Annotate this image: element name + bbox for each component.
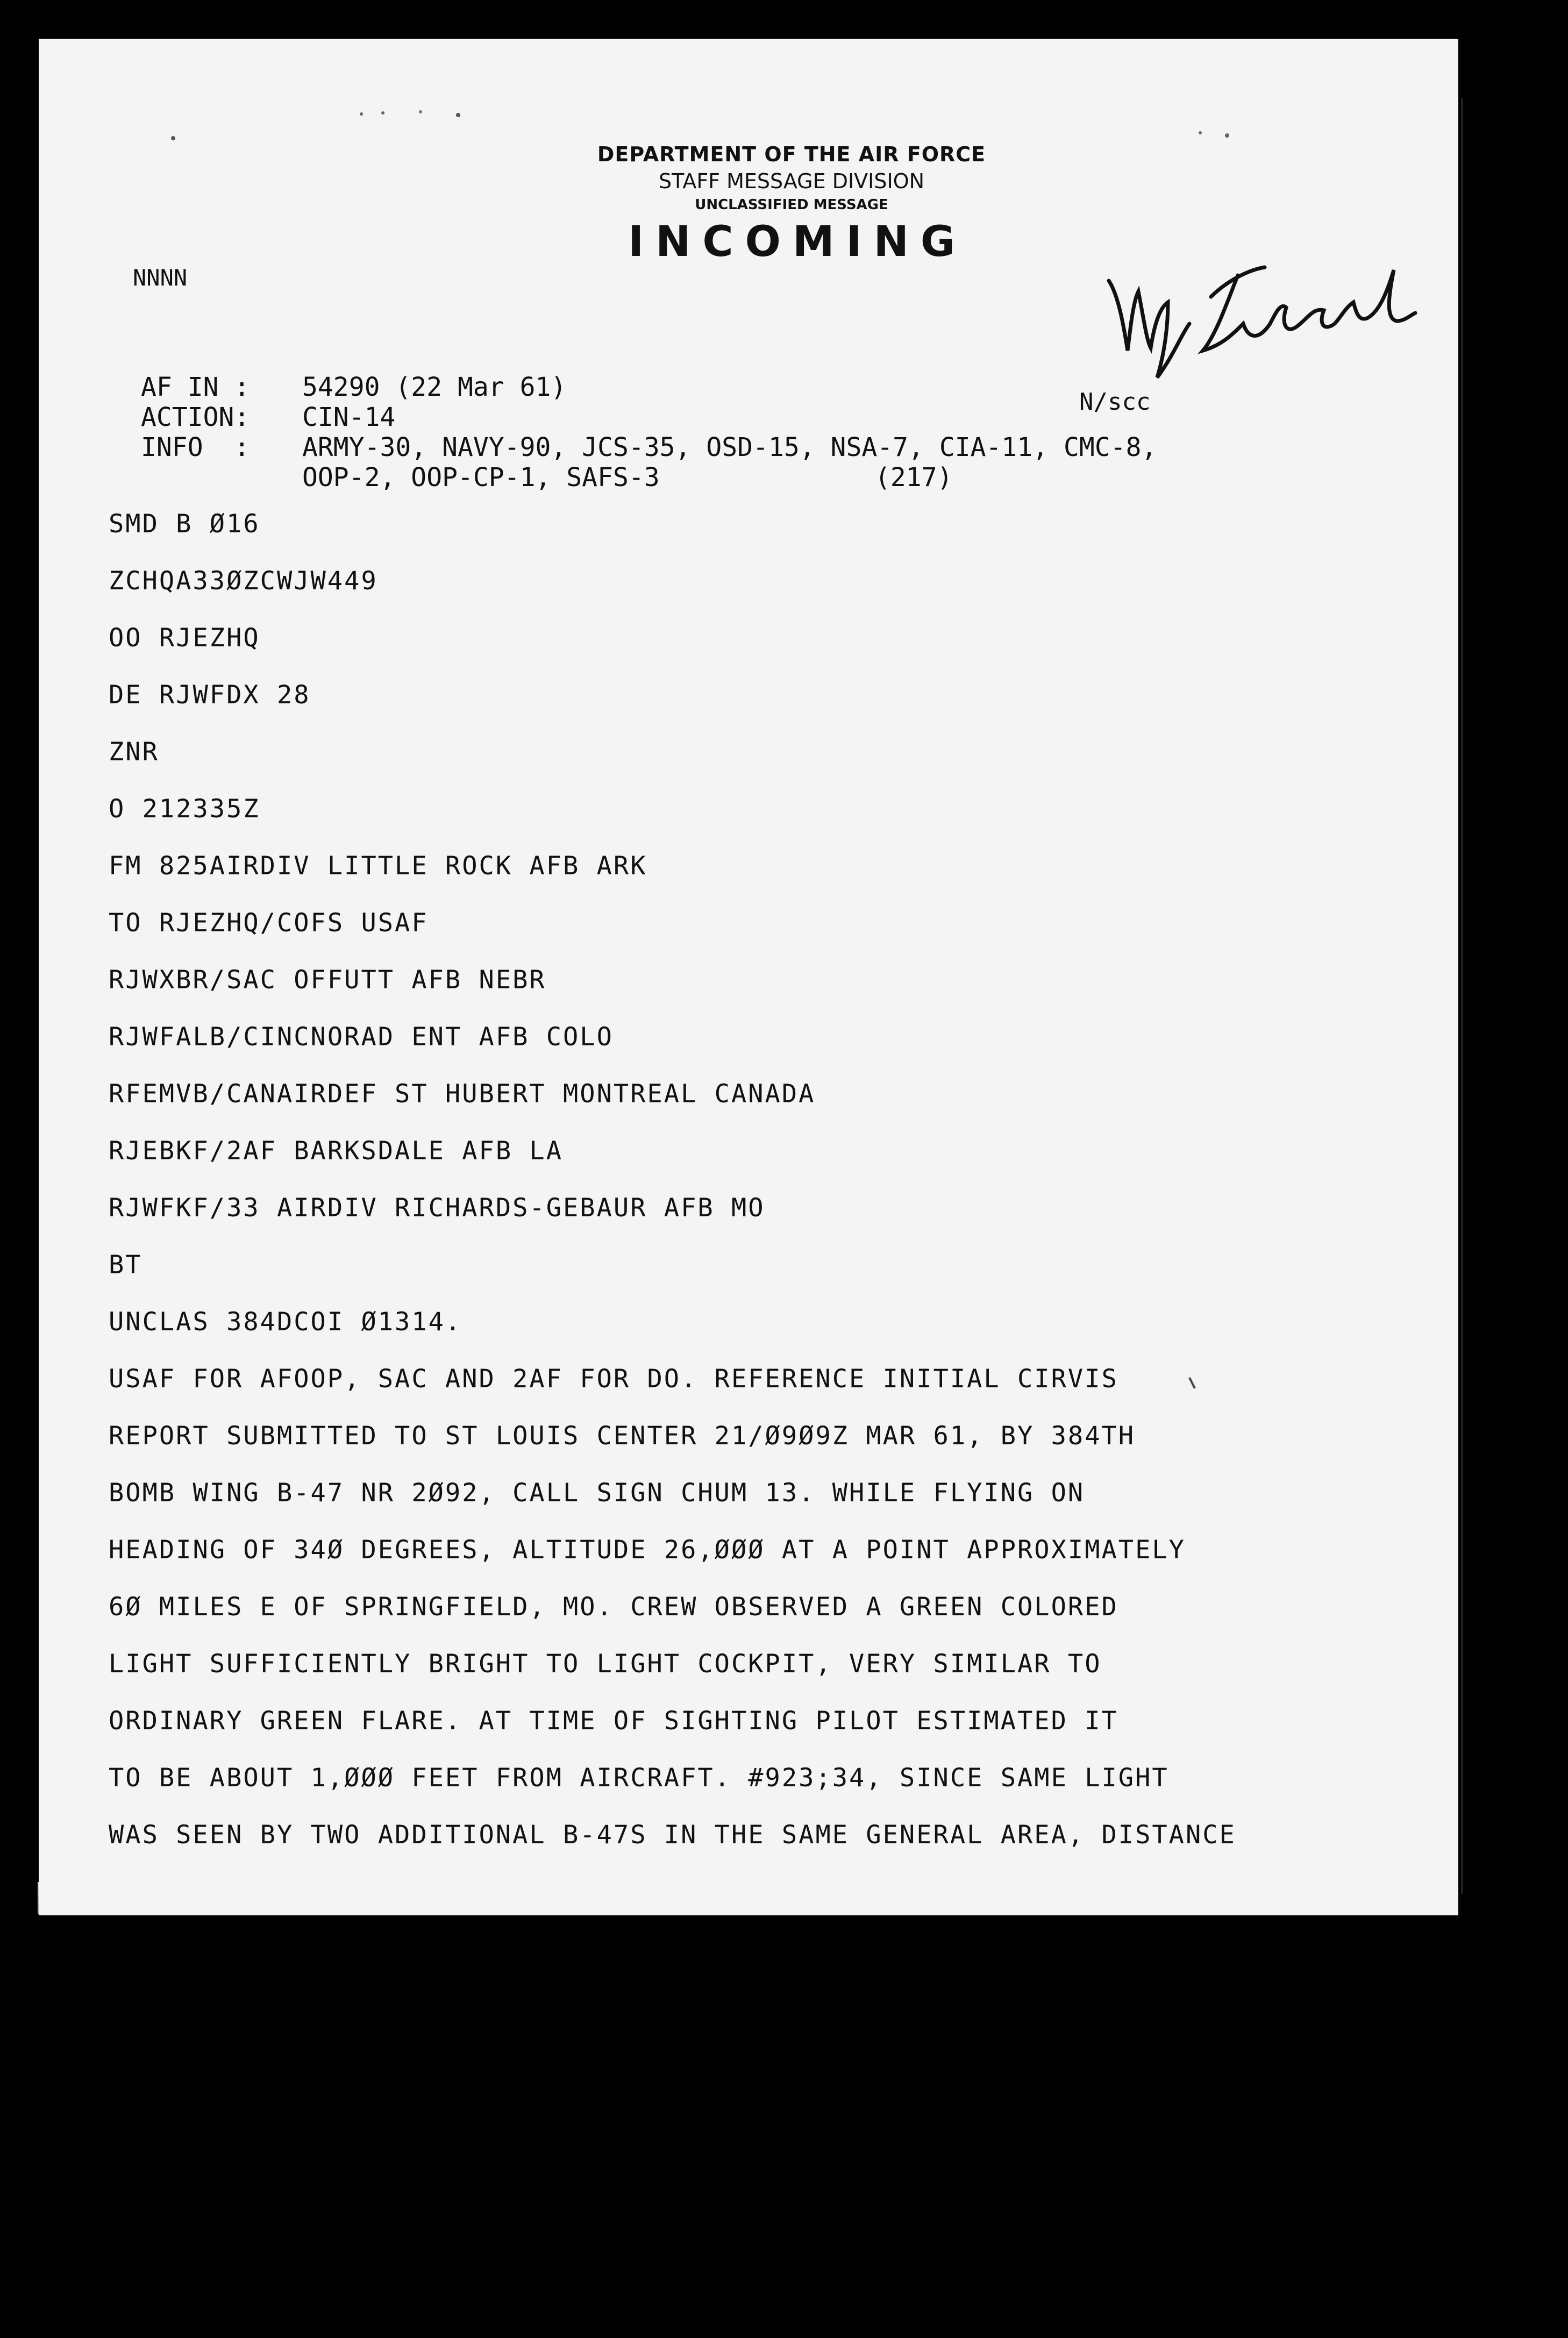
- body-line: FM 825AIRDIV LITTLE ROCK AFB ARK: [109, 851, 647, 881]
- message-header: [523, 141, 1060, 269]
- body-line: BOMB WING B-47 NR 2Ø92, CALL SIGN CHUM 13. WHILE FLYING ON: [109, 1478, 1085, 1508]
- body-line: 6Ø MILES E OF SPRINGFIELD, MO. CREW OBSERVED A GREEN COLORED: [109, 1592, 1118, 1622]
- routing-block: [141, 372, 1157, 493]
- body-line: TO BE ABOUT 1,ØØØ FEET FROM AIRCRAFT. #923;34, SINCE SAME LIGHT: [109, 1763, 1169, 1793]
- body-line: BT: [109, 1250, 142, 1280]
- body-line: UNCLAS 384DCOI Ø1314.: [109, 1307, 462, 1337]
- body-line: RJEBKF/2AF BARKSDALE AFB LA: [109, 1136, 564, 1166]
- body-line: RJWFALB/CINCNORAD ENT AFB COLO: [109, 1022, 614, 1052]
- body-line: O 212335Z: [109, 794, 260, 824]
- info-line-2: OOP-2, OOP-CP-1, SAFS-3: [302, 462, 660, 493]
- header-division: STAFF MESSAGE DIVISION: [658, 169, 925, 193]
- body-line: SMD B Ø16: [109, 509, 260, 539]
- info-label: INFO :: [141, 432, 250, 462]
- body-line: USAF FOR AFOOP, SAC AND 2AF FOR DO. REFERENCE INITIAL CIRVIS: [109, 1364, 1118, 1394]
- action-value: CIN-14: [302, 402, 396, 432]
- right-margin-rule: [1461, 98, 1463, 1894]
- header-incoming: INCOMING: [628, 218, 967, 266]
- body-line: RJWXBR/SAC OFFUTT AFB NEBR: [109, 965, 546, 995]
- nnnn-marker: NNNN: [133, 265, 188, 291]
- message-body: [109, 496, 1399, 1864]
- info-row-2: [141, 462, 1157, 493]
- header-department: DEPARTMENT OF THE AIR FORCE: [597, 142, 986, 166]
- handwritten-note: N/scc: [1079, 388, 1151, 416]
- info-line-1: ARMY-30, NAVY-90, JCS-35, OSD-15, NSA-7, CIA-11, CMC-8,: [302, 432, 1157, 462]
- body-line: RJWFKF/33 AIRDIV RICHARDS-GEBAUR AFB MO: [109, 1193, 765, 1223]
- info-row: [141, 432, 1157, 462]
- body-line: LIGHT SUFFICIENTLY BRIGHT TO LIGHT COCKPIT, VERY SIMILAR TO: [109, 1649, 1102, 1679]
- af-in-row: [141, 372, 1157, 402]
- body-line: WAS SEEN BY TWO ADDITIONAL B-47S IN THE SAME GENERAL AREA, DISTANCE: [109, 1820, 1236, 1850]
- body-line: ZNR: [109, 737, 159, 767]
- body-line: ORDINARY GREEN FLARE. AT TIME OF SIGHTING PILOT ESTIMATED IT: [109, 1706, 1118, 1736]
- body-line: TO RJEZHQ/COFS USAF: [109, 908, 429, 938]
- action-label: ACTION:: [141, 402, 250, 432]
- body-line: RFEMVB/CANAIRDEF ST HUBERT MONTREAL CANADA: [109, 1079, 816, 1109]
- af-in-label: AF IN :: [141, 372, 250, 402]
- body-line: HEADING OF 34Ø DEGREES, ALTITUDE 26,ØØØ AT A POINT APPROXIMATELY: [109, 1535, 1186, 1565]
- action-row: [141, 402, 1157, 432]
- body-line: DE RJWFDX 28: [109, 680, 311, 710]
- body-line: REPORT SUBMITTED TO ST LOUIS CENTER 21/Ø9Ø9Z MAR 61, BY 384TH: [109, 1421, 1136, 1451]
- message-page: [39, 39, 1458, 1915]
- header-classification: UNCLASSIFIED MESSAGE: [695, 197, 888, 213]
- af-in-value: 54290 (22 Mar 61): [302, 372, 567, 402]
- body-line: OO RJEZHQ: [109, 623, 260, 653]
- info-count: (217): [875, 462, 953, 493]
- body-line: ZCHQA33ØZCWJW449: [109, 566, 378, 596]
- handwritten-signature: [1087, 216, 1421, 388]
